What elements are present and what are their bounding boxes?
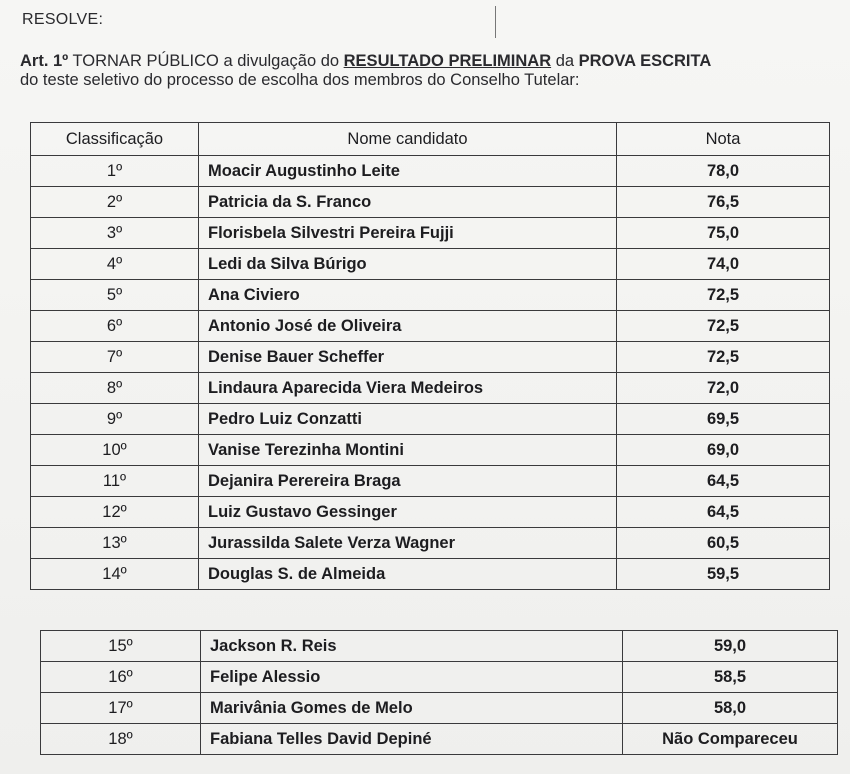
article-highlight: RESULTADO PRELIMINAR [343,52,552,70]
rank-cell: 6º [31,311,199,342]
name-cell: Douglas S. de Almeida [199,559,617,590]
results-table-part2 [40,630,838,755]
table-row [31,342,830,373]
rank-cell: 18º [41,724,201,755]
rank-cell: 9º [31,404,199,435]
score-cell: 72,5 [617,280,830,311]
table-header-row [31,123,830,156]
table-row [31,249,830,280]
header-classificacao: Classificação [31,123,199,156]
name-cell: Florisbela Silvestri Pereira Fujji [199,218,617,249]
score-cell: 64,5 [617,497,830,528]
name-cell: Ledi da Silva Búrigo [199,249,617,280]
rank-cell: 3º [31,218,199,249]
rank-cell: 13º [31,528,199,559]
name-cell: Denise Bauer Scheffer [199,342,617,373]
table-row [31,435,830,466]
name-cell: Patricia da S. Franco [199,187,617,218]
article-text-3: PROVA ESCRITA [578,52,712,70]
article-paragraph [20,52,840,90]
rank-cell: 15º [41,631,201,662]
score-cell: 59,5 [617,559,830,590]
score-cell: 76,5 [617,187,830,218]
rank-cell: 5º [31,280,199,311]
table-row [41,631,838,662]
article-number: Art. 1º [20,52,69,70]
table-row [41,724,838,755]
score-cell: 64,5 [617,466,830,497]
table-row [31,497,830,528]
table-row [41,693,838,724]
header-nota: Nota [617,123,830,156]
table-row [31,373,830,404]
score-cell: 78,0 [617,156,830,187]
score-cell: Não Compareceu [623,724,838,755]
score-cell: 72,5 [617,342,830,373]
score-cell: 59,0 [623,631,838,662]
name-cell: Moacir Augustinho Leite [199,156,617,187]
table-row [31,156,830,187]
header-nome: Nome candidato [199,123,617,156]
results-table-body [31,156,830,590]
score-cell: 60,5 [617,528,830,559]
name-cell: Pedro Luiz Conzatti [199,404,617,435]
name-cell: Lindaura Aparecida Viera Medeiros [199,373,617,404]
name-cell: Vanise Terezinha Montini [199,435,617,466]
score-cell: 69,5 [617,404,830,435]
name-cell: Jurassilda Salete Verza Wagner [199,528,617,559]
article-line-2: do teste seletivo do processo de escolha dos membros do Conselho Tutelar: [20,71,580,89]
name-cell: Felipe Alessio [201,662,623,693]
table-row [31,280,830,311]
score-cell: 58,0 [623,693,838,724]
name-cell: Jackson R. Reis [201,631,623,662]
rank-cell: 4º [31,249,199,280]
table-row [31,404,830,435]
score-cell: 74,0 [617,249,830,280]
table-row [31,528,830,559]
rank-cell: 1º [31,156,199,187]
name-cell: Dejanira Perereira Braga [199,466,617,497]
name-cell: Fabiana Telles David Depiné [201,724,623,755]
score-cell: 72,0 [617,373,830,404]
rank-cell: 16º [41,662,201,693]
name-cell: Antonio José de Oliveira [199,311,617,342]
rank-cell: 17º [41,693,201,724]
rank-cell: 12º [31,497,199,528]
rank-cell: 10º [31,435,199,466]
rank-cell: 11º [31,466,199,497]
table-row [31,218,830,249]
article-text-1: TORNAR PÚBLICO a divulgação do [68,52,344,70]
score-cell: 72,5 [617,311,830,342]
rank-cell: 8º [31,373,199,404]
score-cell: 69,0 [617,435,830,466]
results-table-part1 [30,122,830,590]
table-row [31,311,830,342]
table-row [31,559,830,590]
rank-cell: 7º [31,342,199,373]
table-row [31,466,830,497]
score-cell: 75,0 [617,218,830,249]
name-cell: Ana Civiero [199,280,617,311]
results-table-body-2 [41,631,838,755]
resolve-heading: RESOLVE: [22,11,104,28]
score-cell: 58,5 [623,662,838,693]
table-row [31,187,830,218]
rank-cell: 2º [31,187,199,218]
pen-mark [495,6,496,38]
name-cell: Luiz Gustavo Gessinger [199,497,617,528]
article-text-2: da [551,52,579,70]
name-cell: Marivânia Gomes de Melo [201,693,623,724]
table-row [41,662,838,693]
rank-cell: 14º [31,559,199,590]
